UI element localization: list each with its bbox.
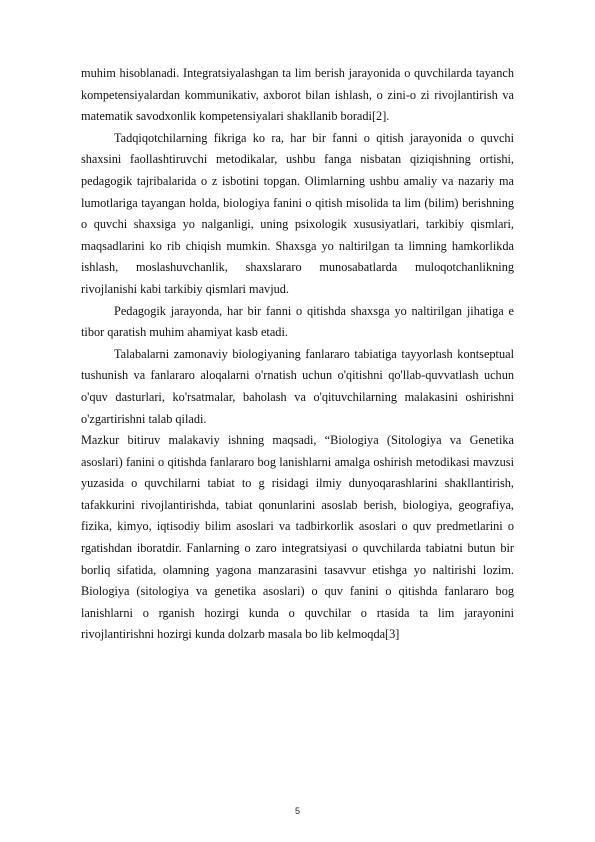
paragraph-4: Talabalarni zamonaviy biologiyaning fanlararo tabiatiga tayyorlash kontseptual tushunish va fanlararo aloqalarni o'rnatish uchun o'qitishni qo'llab-quvvatlash uchun o'quv dasturlari, ko'rsatmalar, baholash va o'qituvchilarning malakasini oshirishni o'zgartirishni talab qiladi.: [81, 346, 514, 426]
paragraph-3: Pedagogik jarayonda, har bir fanni o qitishda shaxsga yo naltirilgan jihatiga e tibor qaratish muhim ahamiyat kasb etadi.: [81, 303, 514, 340]
page-number: 5: [294, 806, 300, 816]
paragraph-5: Mazkur bitiruv malakaviy ishning maqsadi, “Biologiya (Sitologiya va Genetika asoslari) fanini o qitishda fanlararo bog lanishlarni amalga oshirish metodikasi mavzusi yuzasida o quvchilarni tabiat to g risidagi ilmiy dunyoqarashlarini shakllantirish, tafakkurini rivojlantirishda, tabiat qonunlarini asoslab berish, biologiya, geografiya, fizika, kimyo, iqtisodiy bilim asoslari va tadbirkorlik asoslari o quv predmetlarini o rgatishdan iboratdir. Fanlarning o zaro integratsiyasi o quvchilarda tabiatni butun bir borliq sifatida, olamning yagona manzarasini tasavvur etishga yo naltirishi lozim. Biologiya (sitologiya va genetika asoslari) o quv fanini o qitishda fanlararo bog lanishlarni o rganish hozirgi kunda o quvchilar o rtasida ta lim jarayonini rivojlantirishni hozirgi kunda dolzarb masala bo lib kelmoqda[3]: [81, 433, 514, 642]
paragraph-2: Tadqiqotchilarning fikriga ko ra, har bir fanni o qitish jarayonida o quvchi shaxsini faollashtiruvchi metodikalar, ushbu fanga nisbatan qiziqishning ortishi, pedagogik tajribalarida o z isbotini topgan. Olimlarning ushbu amaliy va nazariy ma lumotlariga tayangan holda, biologiya fanini o qitish misolida ta lim (bilim) berishning o quvchi shaxsiga yo nalganligi, uning psixologik xususiyatlari, tarkibiy qismlari, maqsadlarini ko rib chiqish mumkin. Shaxsga yo naltirilgan ta limning hamkorlikda ishlash, moslashuvchanlik, shaxslararo munosabatlarda muloqotchanlikning rivojlanishi kabi tarkibiy qismlari mavjud.: [81, 130, 514, 296]
body-text: [81, 63, 514, 646]
paragraph-1: muhim hisoblanadi. Integratsiyalashgan ta lim berish jarayonida o quvchilarda tayanch kompetensiyalardan kommunikativ, axborot bilan ishlash, o zini-o zi rivojlantirish va matematik savodxonlik kompetensiyalari shakllanib boradi[2].: [81, 66, 514, 124]
